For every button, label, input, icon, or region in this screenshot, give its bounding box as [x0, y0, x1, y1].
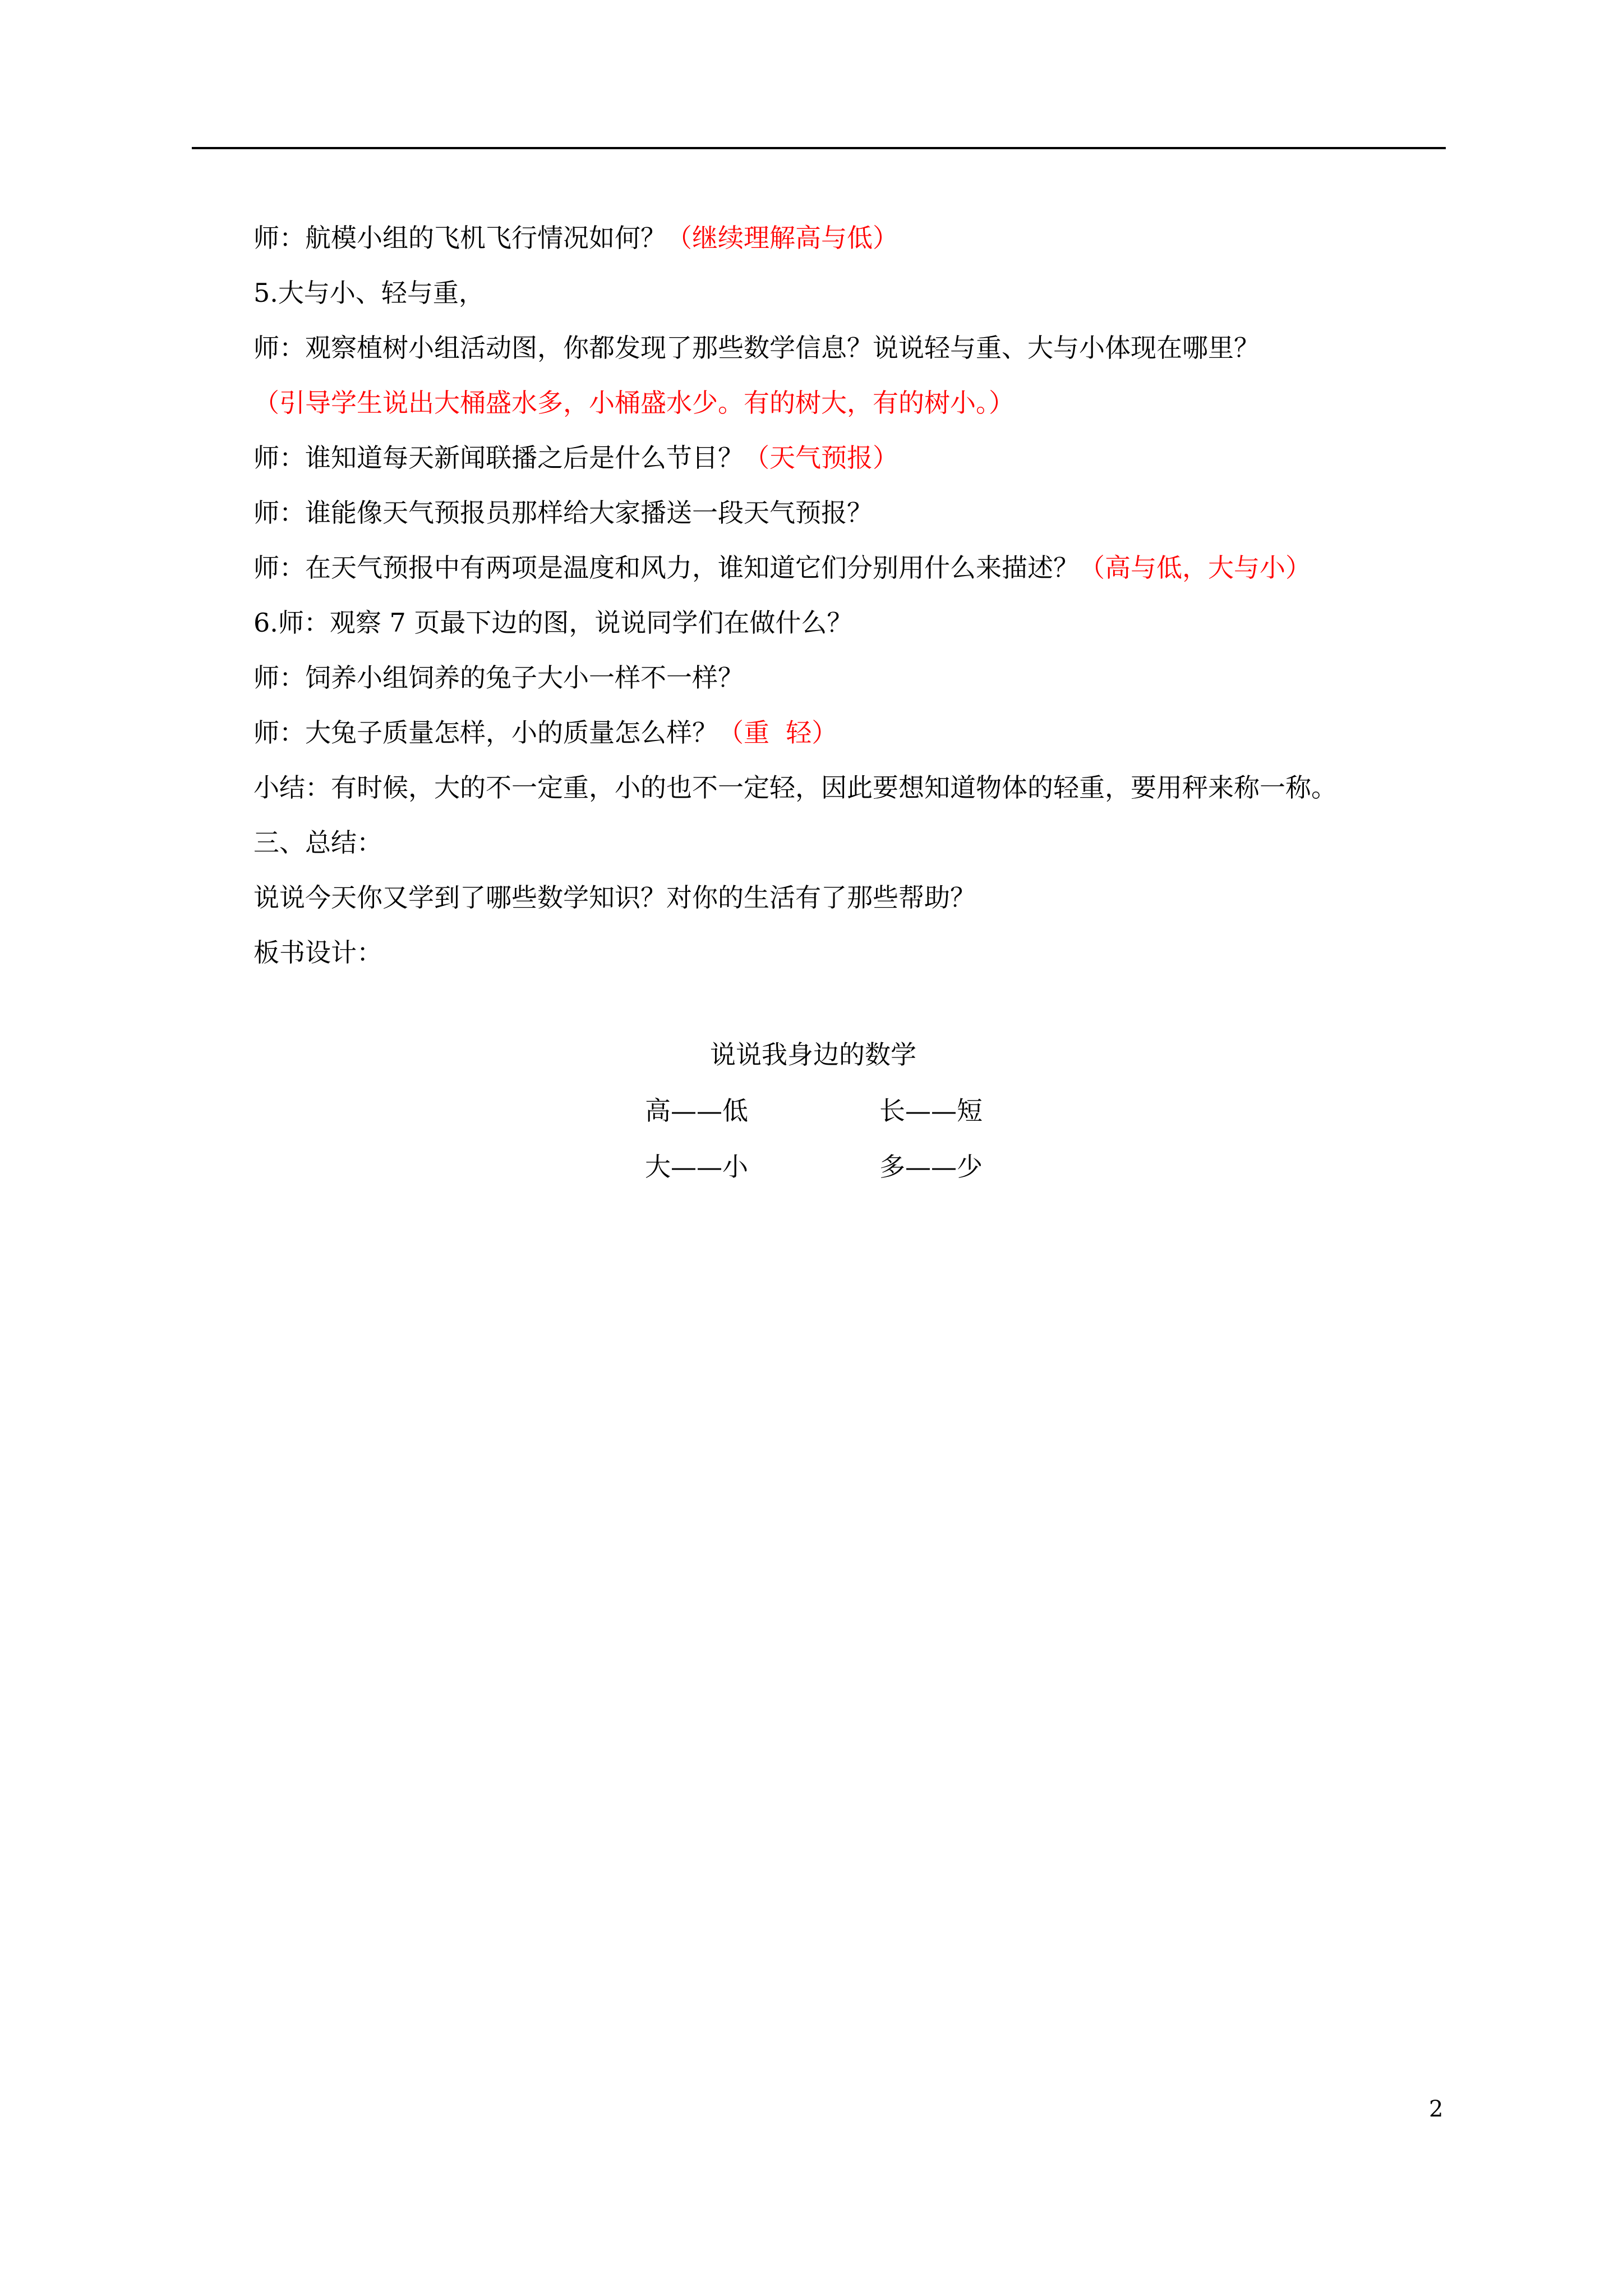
blackboard-design	[617, 1027, 1009, 1195]
answer-note: （引导学生说出大桶盛水多，小桶盛水少。有的树大，有的树小。）	[253, 388, 1015, 418]
answer-note: （高与低，大与小）	[1079, 553, 1311, 583]
board-pair-right: 多——少	[879, 1152, 983, 1182]
answer-note: （天气预报）	[744, 443, 898, 473]
answer-note: （继续理解高与低）	[666, 223, 898, 253]
text-line: 说说今天你又学到了哪些数学知识？对你的生活有了那些帮助？	[253, 882, 976, 913]
text-line: 师：饲养小组饲养的兔子大小一样不一样？	[253, 662, 744, 693]
text-line: 师：观察植树小组活动图，你都发现了那些数学信息？说说轻与重、大与小体现在哪里？	[253, 333, 1260, 363]
board-row	[617, 1083, 1009, 1139]
board-pair-left: 高——低	[645, 1096, 748, 1126]
text-line	[253, 375, 1448, 430]
section-heading: 三、总结：	[253, 827, 382, 858]
text-line: 师：航模小组的飞机飞行情况如何？（继续理解高与低）	[253, 223, 898, 253]
section-heading: 5.大与小、轻与重，	[253, 278, 485, 308]
text-line: 师：大兔子质量怎样，小的质量怎么样？（重 轻）	[253, 717, 838, 748]
text-line: 师：谁能像天气预报员那样给大家播送一段天气预报？	[253, 498, 873, 528]
summary-line: 小结：有时候，大的不一定重，小的也不一定轻，因此要想知道物体的轻重，要用秤来称一称。	[253, 772, 1337, 803]
text-line: 6.师：观察 7 页最下边的图，说说同学们在做什么？	[253, 608, 853, 638]
text-line: 师：谁知道每天新闻联播之后是什么节目？（天气预报）	[253, 443, 898, 473]
board-pair-left: 大——小	[645, 1152, 748, 1182]
board-pair-right: 长——短	[879, 1096, 983, 1126]
answer-note: （重 轻）	[718, 717, 838, 748]
board-row	[617, 1139, 1009, 1195]
board-title: 说说我身边的数学	[710, 1039, 916, 1070]
document-body	[253, 210, 1448, 980]
header-rule	[192, 147, 1446, 149]
text-line: 师：在天气预报中有两项是温度和风力，谁知道它们分别用什么来描述？（高与低，大与小）	[253, 553, 1311, 583]
board-design-label: 板书设计：	[253, 937, 382, 968]
page-number: 2	[1429, 2096, 1444, 2122]
